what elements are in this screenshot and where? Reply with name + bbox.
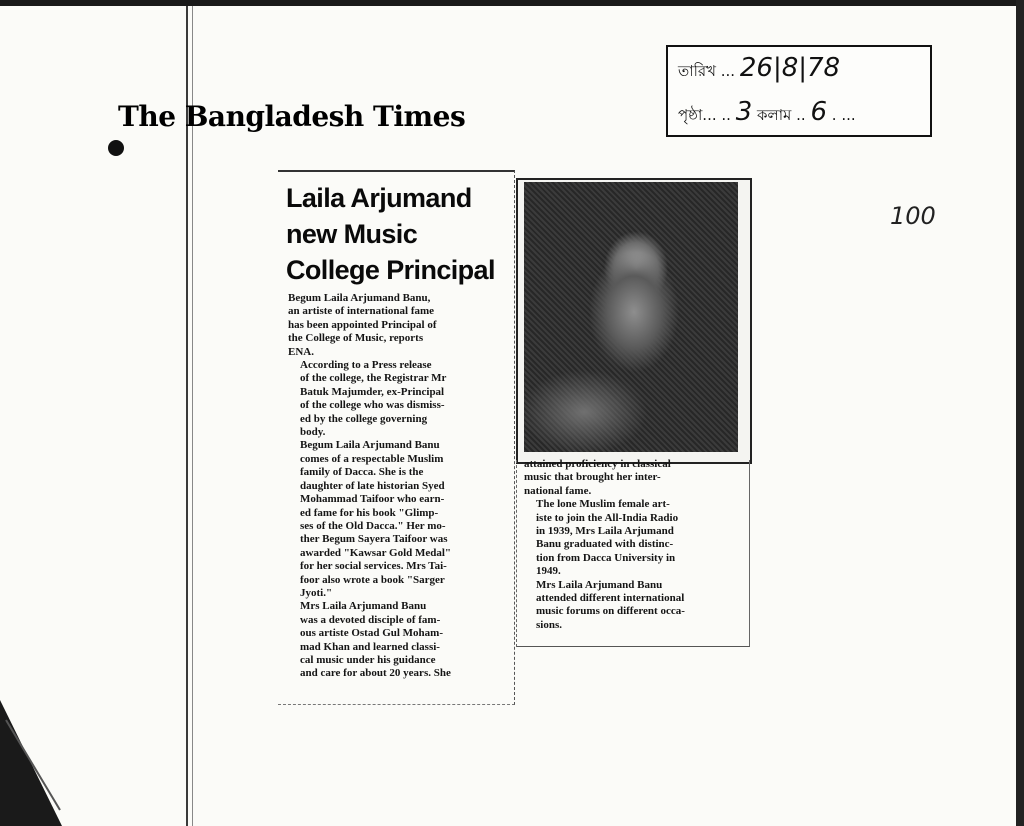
article-line: ed by the college governing — [300, 412, 428, 425]
article-paragraph — [288, 292, 506, 359]
article-line: for her social services. Mrs Tai- — [300, 560, 447, 573]
article-line: daughter of late historian Syed — [300, 479, 445, 492]
article-line: of the college, the Registrar Mr — [300, 372, 447, 385]
article-paragraph — [524, 498, 742, 578]
stamp-trail: . ... — [831, 106, 856, 124]
article-line: family of Dacca. She is the — [300, 466, 424, 479]
article-line: national fame. — [524, 484, 592, 497]
article-line: music forums on different occa- — [536, 605, 685, 618]
article-line: tion from Dacca University in — [536, 551, 676, 564]
article-line: Banu graduated with distinc- — [536, 538, 674, 551]
article-line: ous artiste Ostad Gul Moham- — [300, 627, 443, 640]
newspaper-masthead: The Bangladesh Times — [118, 100, 466, 133]
stamp-column-value: 6 — [810, 97, 828, 127]
article-line: Mohammad Taifoor who earn- — [300, 493, 445, 506]
article-column-1 — [288, 292, 506, 681]
folded-corner — [0, 700, 70, 826]
article-line: Jyoti." — [300, 586, 333, 599]
stamp-date-label: তারিখ ... — [678, 62, 736, 80]
article-line: has been appointed Principal of — [288, 318, 437, 331]
article-line: Begum Laila Arjumand Banu, — [288, 292, 431, 304]
article-line: iste to join the All-India Radio — [536, 511, 679, 524]
stamp-page-row — [678, 97, 856, 129]
article-line: foor also wrote a book "Sarger — [300, 573, 445, 586]
stamp-column-label: কলাম .. — [757, 106, 806, 124]
headline-line: new Music — [286, 219, 418, 249]
handwritten-page-number: 100 — [890, 202, 936, 230]
article-line: ed fame for his book "Glimp- — [300, 506, 439, 519]
article-line: was a devoted disciple of fam- — [300, 613, 441, 626]
article-line: an artiste of international fame — [288, 305, 435, 318]
article-paragraph — [288, 600, 506, 680]
article-line: music that brought her inter- — [524, 471, 661, 484]
article-line: mad Khan and learned classi- — [300, 640, 440, 653]
article-line: cal music under his guidance — [300, 653, 436, 666]
article-line: ENA. — [288, 345, 314, 358]
article-line: awarded "Kawsar Gold Medal" — [300, 546, 452, 559]
article-line: comes of a respectable Muslim — [300, 452, 444, 465]
article-column-2 — [524, 458, 742, 632]
article-line: sions. — [536, 618, 562, 631]
article-line: 1949. — [536, 565, 561, 578]
article-line: Mrs Laila Arjumand Banu — [536, 578, 663, 591]
article-paragraph — [288, 439, 506, 600]
article-line: body. — [300, 426, 326, 439]
scan-top-edge — [0, 0, 1024, 6]
stamp-page-value: 3 — [735, 97, 753, 127]
headline-line: Laila Arjumand — [286, 183, 472, 213]
stamp-date-value: 26|8|78 — [739, 53, 841, 83]
article-paragraph — [524, 579, 742, 633]
article-line: of the college who was dismiss- — [300, 399, 445, 412]
article-paragraph — [288, 359, 506, 439]
portrait-photo — [524, 182, 738, 452]
article-line: ses of the Old Dacca." Her mo- — [300, 519, 446, 532]
article-line: and care for about 20 years. She — [300, 667, 451, 680]
article-line: attended different international — [536, 592, 685, 605]
article-paragraph — [524, 458, 742, 498]
headline-line: College Principal — [286, 255, 495, 285]
stamp-date-row — [678, 53, 840, 85]
article-line: According to a Press release — [300, 359, 432, 372]
article-line: The lone Muslim female art- — [536, 498, 670, 511]
scan-right-edge — [1016, 0, 1024, 826]
punch-hole — [108, 140, 124, 156]
article-headline — [286, 180, 510, 288]
article-line: ther Begum Sayera Taifoor was — [300, 533, 448, 546]
article-line: Begum Laila Arjumand Banu — [300, 439, 440, 452]
article-line: the College of Music, reports — [288, 332, 424, 345]
article-line: attained proficiency in classical — [524, 458, 671, 470]
article-line: Mrs Laila Arjumand Banu — [300, 600, 427, 613]
article-line: Batuk Majumder, ex-Principal — [300, 385, 445, 398]
archive-stamp — [666, 45, 932, 137]
article-line: in 1939, Mrs Laila Arjumand — [536, 525, 674, 538]
stamp-page-label: পৃষ্ঠা... .. — [678, 106, 731, 124]
